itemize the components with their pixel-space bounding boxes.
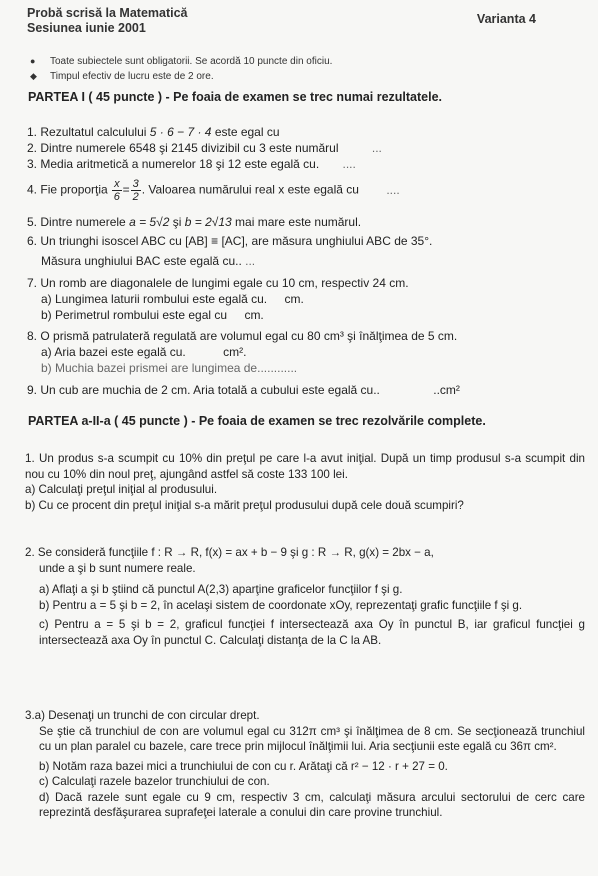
part2-q2: 2. Se consideră funcţiile f : R → R, f(x) = ax + b − 9 şi g : R → R, g(x) = 2bx − a, unde a şi b sunt numere reale. a) Aflaţi a şi b ştiind că punctul A(2,3) aparţine graficelor funcţiilor f şi g. b) Pentru a = 5 şi b = 2, în acelaşi sistem de coordonate xOy, reprezentaţi grafic funcţiile f şi g. c) Pentru a = 5 şi b = 2, graficul funcţiei f intersectează axa Oy în punctul B, iar graficul funcţiei g intersectează axa Oy în punctul C. Calculaţi distanţa de la C la AB. [25, 546, 585, 647]
rule-item: ◆ Timpul efectiv de lucru este de 2 ore. [30, 71, 214, 82]
part2-q3: 3.a) Desenaţi un trunchi de con circular drept. Se ştie că trunchiul de con are volumul egal cu 312π cm³ şi înălţimea de 8 cm. Se secţionează trunchiul cu un plan paralel cu bazele, care trece prin mijlocul înălţimii lui. Aria secţiunii este egală cu 36π cm². b) Notăm raza bazei mici a trunchiului de con cu r. Arătaţi că r² − 12 · r + 27 = 0. c) Calculaţi razele bazelor trunchiului de con. d) Dacă razele sunt egale cu 9 cm, respectiv 3 cm, calculaţi măsura arcului sectorului de cerc care reprezintă desfăşurarea suprafeţei laterale a conului din care provine trunchiul. [25, 709, 585, 819]
exam-title: Probă scrisă la Matematică [27, 6, 188, 20]
part1-q3: 3. Media aritmetică a numerelor 18 şi 12 este egală cu. .... [27, 157, 356, 171]
part1-q9: 9. Un cub are muchia de 2 cm. Aria totală a cubului este egală cu.. ..cm² [27, 383, 460, 397]
part1-q6: 6. Un triunghi isoscel ABC cu [AB] ≡ [AC], are măsura unghiului ABC de 35°. Măsura unghiului BAC este egală cu.. ... [27, 234, 433, 268]
bullet-icon: ● [30, 56, 36, 66]
part1-q2: 2. Dintre numerele 6548 şi 2145 divizibil cu 3 este numărul ... [27, 141, 382, 155]
bullet-icon: ◆ [30, 71, 37, 81]
fraction-x-6: $\frac{x}{6}$ [113, 178, 120, 203]
part1-q7: 7. Un romb are diagonalele de lungimi egale cu 10 cm, respectiv 24 cm. a) Lungimea laturii rombului este egală cu. cm. b) Perimetrul rombului este egal cu cm. [27, 276, 409, 322]
rules-list [30, 54, 332, 84]
rule-item: ● Toate subiectele sunt obligatorii. Se acordă 10 puncte din oficiu. [30, 56, 333, 67]
exam-variant: Varianta 4 [476, 12, 536, 26]
part1-q1: 1. Rezultatul calculului 5 · 6 − 7 · 4 este egal cu [27, 125, 280, 139]
part1-q4: 4. Fie proporţia $\frac{x}{6}$ = $\frac{3}{2}$ . Valoarea numărului real x este egală cu .... [27, 178, 400, 203]
exam-session: Sesiunea iunie 2001 [27, 21, 146, 35]
part2-q1: 1. Un produs s-a scumpit cu 10% din preţul pe care l-a avut iniţial. După un timp produsul s-a scumpit din nou cu 10% din noul preţ, ajungând astfel să coste 133 100 lei. a) Calculaţi preţul iniţial al produsului. b) Cu ce procent din preţul iniţial s-a mărit preţul produsului după cele două scumpiri? [25, 452, 585, 512]
fraction-3-2: $\frac{3}{2}$ [132, 178, 139, 203]
part1-heading: PARTEA I ( 45 puncte ) - Pe foaia de examen se trec numai rezultatele. [28, 90, 443, 104]
part2-heading: PARTEA a-II-a ( 45 puncte ) - Pe foaia de examen se trec rezolvările complete. [28, 414, 486, 428]
part1-q8: 8. O prismă patrulateră regulată are volumul egal cu 80 cm³ şi înălţimea de 5 cm. a) Aria bazei este egală cu. cm². b) Muchia bazei prismei are lungimea de............ [27, 329, 458, 375]
part1-q5: 5. Dintre numerele a = 5√2 şi b = 2√13 mai mare este numărul. [27, 215, 362, 229]
header-block [27, 6, 188, 36]
